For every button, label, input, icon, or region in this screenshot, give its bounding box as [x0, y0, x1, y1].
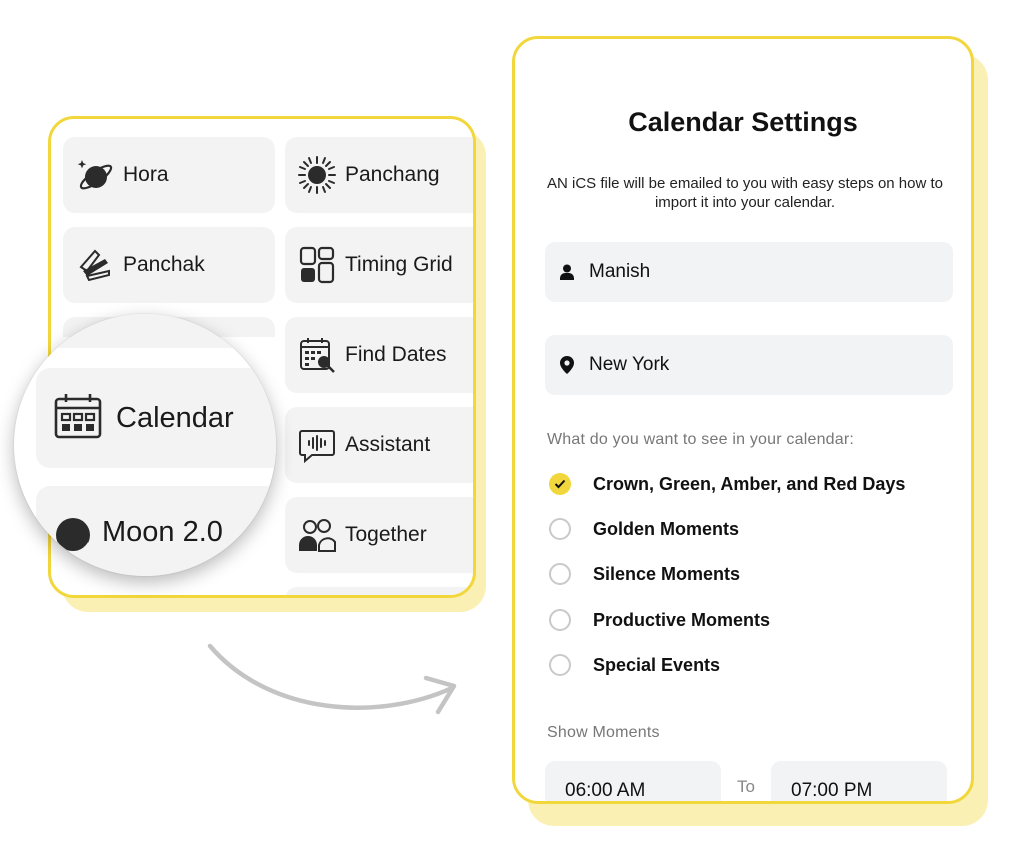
menu-tile-calendar[interactable] [36, 368, 276, 468]
magnifier-lens [14, 314, 276, 576]
menu-tile-label: Together [345, 523, 427, 546]
menu-tile-label: Panchak [123, 253, 205, 276]
page-title: Calendar Settings [628, 107, 858, 137]
calendar-search-icon [297, 335, 337, 375]
menu-tile-timing-grid[interactable] [285, 227, 476, 303]
option-special-events[interactable] [549, 653, 720, 677]
menu-tile-together[interactable] [285, 497, 476, 573]
cards-icon [75, 245, 115, 285]
grid-icon [297, 245, 337, 285]
location-pin-icon [559, 356, 575, 374]
option-golden-moments[interactable] [549, 517, 739, 541]
option-label: Silence Moments [593, 563, 741, 584]
moon-icon [54, 516, 92, 559]
moon-tile-label: Moon 2.0 [102, 516, 223, 548]
menu-tile-hora[interactable] [63, 137, 275, 213]
menu-tile-panchang[interactable] [285, 137, 476, 213]
name-value: Manish [589, 261, 651, 282]
menu-tile-label: Find Dates [345, 343, 447, 366]
menu-tile-panchak[interactable] [63, 227, 275, 303]
calendar-tile-label: Calendar [116, 401, 234, 434]
calendar-settings-card [512, 36, 974, 804]
radio-button[interactable] [549, 609, 571, 631]
location-field[interactable] [545, 335, 953, 395]
to-label: To [737, 777, 755, 796]
sun-icon [297, 155, 337, 195]
menu-tile-label: Assistant [345, 433, 431, 456]
option-crown-green-amber-red[interactable] [549, 472, 905, 496]
person-icon [559, 263, 575, 281]
show-moments-label: Show Moments [547, 724, 660, 741]
voice-chat-icon [297, 425, 337, 465]
option-label: Crown, Green, Amber, and Red Days [593, 473, 906, 494]
menu-tile-hidden [285, 587, 476, 598]
menu-tile-assistant[interactable] [285, 407, 476, 483]
people-icon [297, 515, 337, 555]
radio-button[interactable] [549, 518, 571, 540]
menu-tile-label: Hora [123, 163, 169, 186]
options-heading: What do you want to see in your calendar: [547, 431, 855, 448]
radio-button[interactable] [549, 654, 571, 676]
name-field[interactable] [545, 242, 953, 302]
location-value: New York [589, 354, 670, 375]
planet-icon [75, 155, 115, 195]
option-productive-moments[interactable] [549, 608, 770, 632]
calendar-icon [54, 393, 102, 444]
menu-tile-label: Panchang [345, 163, 440, 186]
check-icon[interactable] [549, 473, 571, 495]
menu-tile-find-dates[interactable] [285, 317, 476, 393]
menu-tile-moon[interactable] [36, 486, 276, 576]
curved-arrow-icon [200, 636, 470, 726]
option-silence-moments[interactable] [549, 562, 740, 586]
time-from-field[interactable]: 06:00 AM [545, 761, 721, 804]
menu-tile-label: Timing Grid [345, 253, 453, 276]
option-label: Productive Moments [593, 609, 771, 630]
option-label: Golden Moments [593, 518, 740, 539]
radio-button[interactable] [549, 563, 571, 585]
menu-tile-hidden [36, 314, 276, 348]
option-label: Special Events [593, 654, 721, 675]
time-to-field[interactable]: 07:00 PM [771, 761, 947, 804]
settings-description: AN iCS file will be emailed to you with easy steps on how to import it into your calendar. [546, 175, 944, 211]
